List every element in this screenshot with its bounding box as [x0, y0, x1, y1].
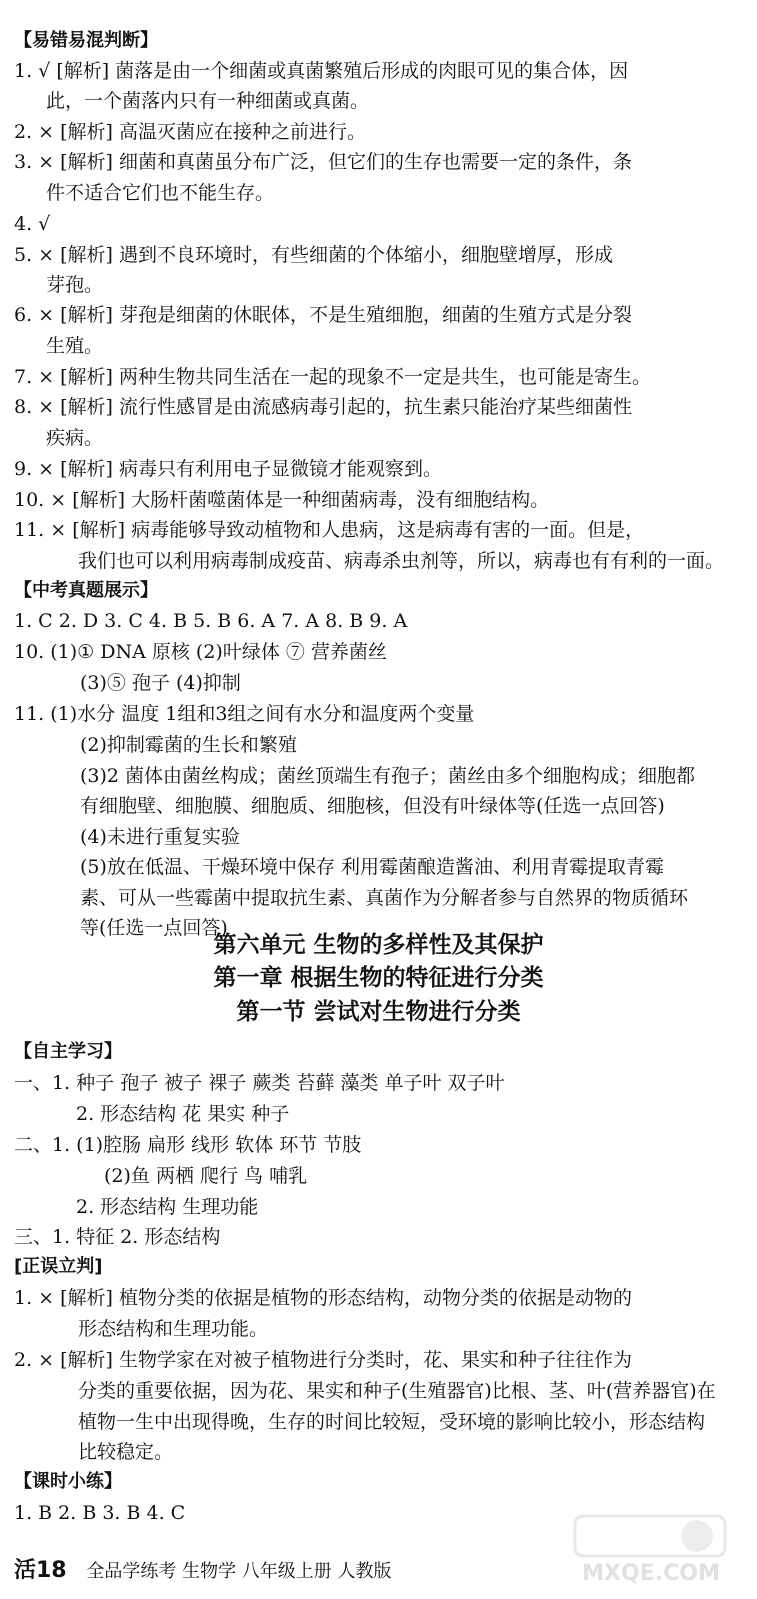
section-header-practice: 【课时小练】	[14, 1471, 122, 1492]
answer-line: 此，一个菌落内只有一种细菌或真菌。	[46, 90, 370, 112]
answer-line: 3. × [解析] 细菌和真菌虽分布广泛，但它们的生存也需要一定的条件，条	[14, 151, 632, 173]
section-title: 第一节 尝试对生物进行分类	[236, 999, 521, 1025]
chapter-title: 第一章 根据生物的特征进行分类	[213, 965, 544, 991]
exam-line: 有细胞壁、细胞膜、细胞质、细胞核，但没有叶绿体等(任选一点回答)	[80, 795, 665, 817]
answer-line: 7. × [解析] 两种生物共同生活在一起的现象不一定是共生，也可能是寄生。	[14, 366, 651, 388]
page-footer	[14, 1556, 392, 1587]
answer-line: 10. × [解析] 大肠杆菌噬菌体是一种细菌病毒，没有细胞结构。	[14, 489, 550, 511]
exam-line: (5)放在低温、干燥环境中保存 利用霉菌酿造酱油、利用青霉提取青霉	[80, 856, 664, 878]
answer-line: 件不适合它们也不能生存。	[46, 182, 275, 204]
page-number: 活18	[14, 1558, 67, 1583]
section-header-errors: 【易错易混判断】	[14, 30, 158, 51]
self-study-line: 二、1. (1)腔肠 扁形 线形 软体 环节 节肢	[14, 1134, 362, 1156]
section-header-judge: [正误立判]	[14, 1256, 103, 1277]
exam-line: 11. (1)水分 温度 1组和3组之间有水分和温度两个变量	[14, 703, 475, 725]
answer-line: 我们也可以利用病毒制成疫苗、病毒杀虫剂等，所以，病毒也有有利的一面。	[78, 550, 725, 572]
answer-line: 生殖。	[46, 335, 104, 357]
judge-line: 植物一生中出现得晚，生存的时间比较短，受环境的影响比较小，形态结构	[78, 1411, 706, 1433]
watermark-text: MXQE.COM	[582, 1561, 720, 1586]
judge-line: 形态结构和生理功能。	[78, 1318, 269, 1340]
answer-line: 4. √	[14, 213, 51, 235]
answer-line: 5. × [解析] 遇到不良环境时，有些细菌的个体缩小，细胞壁增厚，形成	[14, 244, 613, 266]
self-study-line: 一、1. 种子 孢子 被子 裸子 蕨类 苔藓 藻类 单子叶 双子叶	[14, 1072, 505, 1094]
book-info: 全品学练考 生物学 八年级上册 人教版	[86, 1561, 392, 1582]
exam-line: 10. (1)① DNA 原核 (2)叶绿体 ⑦ 营养菌丝	[14, 641, 387, 663]
self-study-line: 三、1. 特征 2. 形态结构	[14, 1226, 221, 1248]
section-header-exam: 【中考真题展示】	[14, 580, 158, 601]
judge-line: 2. × [解析] 生物学家在对被子植物进行分类时，花、果实和种子往往作为	[14, 1349, 632, 1371]
exam-line: (3)⑤ 孢子 (4)抑制	[80, 672, 241, 694]
answer-line: 11. × [解析] 病毒能够导致动植物和人患病，这是病毒有害的一面。但是，	[14, 519, 645, 541]
answer-line: 2. × [解析] 高温灭菌应在接种之前进行。	[14, 121, 366, 143]
judge-line: 分类的重要依据，因为花、果实和种子(生殖器官)比根、茎、叶(营养器官)在	[78, 1380, 716, 1402]
answer-line: 疾病。	[46, 427, 104, 449]
exam-line: 等(任选一点回答)	[80, 917, 228, 939]
answer-line: 芽孢。	[46, 274, 104, 296]
answer-line: 1. √ [解析] 菌落是由一个细菌或真菌繁殖后形成的肉眼可见的集合体，因	[14, 60, 629, 82]
watermark-logo	[567, 1512, 747, 1592]
exam-line: (4)未进行重复实验	[80, 826, 240, 848]
answer-line: 6. × [解析] 芽孢是细菌的休眠体，不是生殖细胞，细菌的生殖方式是分裂	[14, 304, 632, 326]
judge-line: 比较稳定。	[78, 1441, 174, 1463]
self-study-line: 2. 形态结构 花 果实 种子	[76, 1103, 290, 1125]
exam-line: 1. C 2. D 3. C 4. B 5. B 6. A 7. A 8. B 9. A	[14, 610, 408, 632]
self-study-line: (2)鱼 两栖 爬行 鸟 哺乳	[104, 1165, 308, 1187]
exam-line: (2)抑制霉菌的生长和繁殖	[80, 734, 297, 756]
exam-line: (3)2 菌体由菌丝构成；菌丝顶端生有孢子；菌丝由多个细胞构成；细胞都	[80, 765, 696, 787]
answer-line: 9. × [解析] 病毒只有利用电子显微镜才能观察到。	[14, 458, 442, 480]
self-study-line: 2. 形态结构 生理功能	[76, 1196, 259, 1218]
section-header-self-study: 【自主学习】	[14, 1041, 122, 1062]
unit-title: 第六单元 生物的多样性及其保护	[213, 932, 544, 958]
practice-line: 1. B 2. B 3. B 4. C	[14, 1502, 186, 1524]
judge-line: 1. × [解析] 植物分类的依据是植物的形态结构，动物分类的依据是动物的	[14, 1287, 632, 1309]
answer-line: 8. × [解析] 流行性感冒是由流感病毒引起的，抗生素只能治疗某些细菌性	[14, 396, 632, 418]
exam-line: 素、可从一些霉菌中提取抗生素、真菌作为分解者参与自然界的物质循环	[80, 887, 689, 909]
